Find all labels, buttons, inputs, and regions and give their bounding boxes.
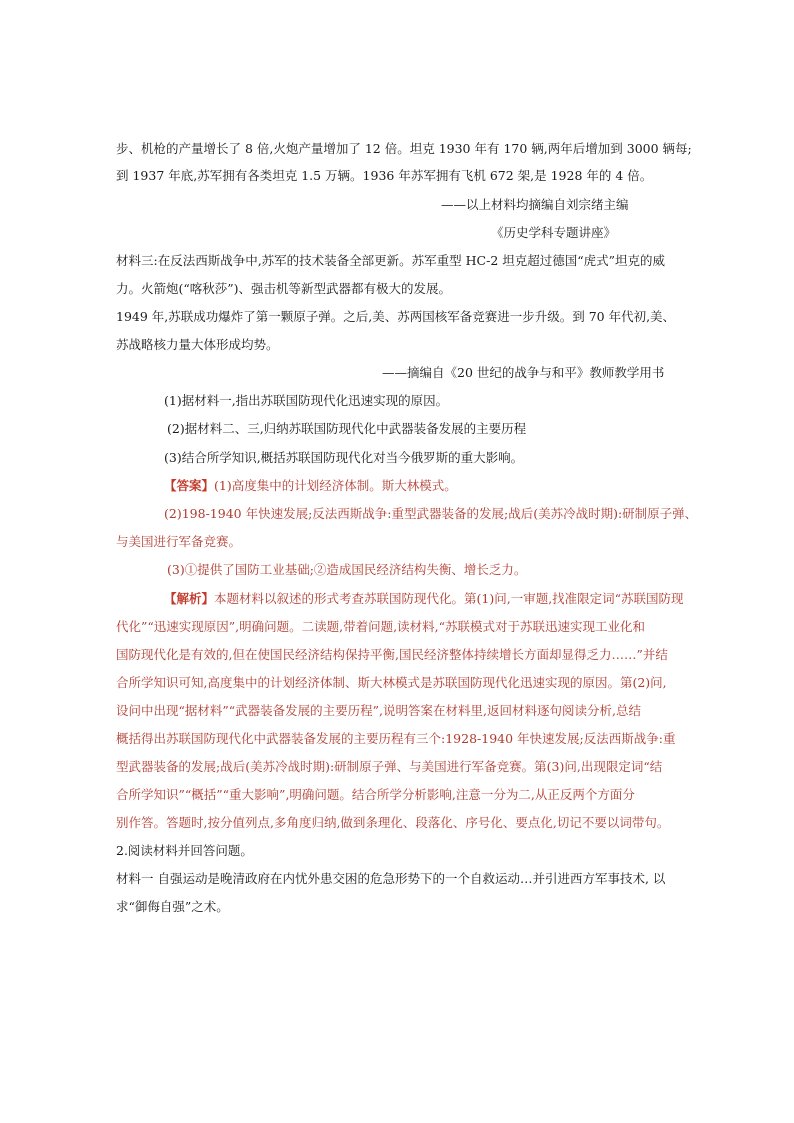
analysis-line-1: [164, 590, 684, 608]
material3-line-3: 1949 年,苏联成功爆炸了第一颗原子弹。之后,美、苏两国核军备竞赛进一步升级。到 70 年代初,美、: [116, 309, 676, 324]
answer-1-text: (1)高度集中的计划经济体制。斯大林模式。: [214, 478, 457, 493]
material3-line-4: 苏战略核力量大体形成均势。: [116, 337, 279, 352]
analysis-tag: 【解析】: [164, 591, 215, 606]
analysis-line-2: 代化”“迅速实现原因”,明确问题。二读题,带着问题,读材料,“苏联模式对于苏联迅速实现工业化和: [116, 619, 645, 634]
material2-source-1: ——以上材料均摘编自刘宗绪主编: [441, 197, 629, 212]
answer-tag: 【答案】: [164, 478, 215, 493]
question-1: (1)据材料一,指出苏联国防现代化迅速实现的原因。: [164, 393, 449, 408]
material2-line-2: 到 1937 年底,苏军拥有各类坦克 1.5 万辆。1936 年苏军拥有飞机 672 架,是 1928 年的 4 倍。: [116, 168, 653, 183]
analysis-line-7: 型武器装备的发展;战后(美苏冷战时期):研制原子弹、与美国进行军备竞赛。第(3)问,出现限定词“结: [116, 759, 663, 774]
analysis-line-4: 合所学知识可知,高度集中的计划经济体制、斯大林模式是苏联国防现代化迅速实现的原因。第(2)问,: [116, 675, 667, 690]
material3-line-1: 材料三:在反法西斯战争中,苏军的技术装备全部更新。苏军重型 HC-2 坦克超过德国“虎式”坦克的威: [116, 253, 666, 268]
question-2: (2)据材料二、三,归纳苏联国防现代化中武器装备发展的主要历程: [167, 421, 527, 436]
answer-2-line-2: 与美国进行军备竞赛。: [116, 534, 242, 549]
question-2-heading: 2.阅读材料并回答问题。: [116, 843, 253, 858]
material2-line-1: 步、机枪的产量增长了 8 倍,火炮产量增加了 12 倍。坦克 1930 年有 170 辆,两年后增加到 3000 辆每;: [116, 141, 692, 156]
answer-3: (3)①提供了国防工业基础;②造成国民经济结构失衡、增长乏力。: [167, 562, 527, 577]
analysis-line-8: 合所学知识”“概括”“重大影响”,明确问题。结合所学分析影响,注意一分为二,从正反两个方面分: [116, 787, 635, 802]
material2-source-2: 《历史学科专题讲座》: [491, 225, 617, 240]
question-2-material-line-2: 求“御侮自强”之术。: [116, 899, 229, 914]
analysis-line-9: 别作答。答题时,按分值列点,多角度归纳,做到条理化、段落化、序号化、要点化,切记不要以词带句。: [116, 815, 670, 830]
analysis-line-1-text: 本题材料以叙述的形式考查苏联国防现代化。第(1)问,一审题,找准限定词“苏联国防现: [214, 591, 684, 606]
question-2-material-line-1: 材料一 自强运动是晚清政府在内忧外患交困的危急形势下的一个自救运动…并引进西方军事技术, 以: [116, 871, 666, 886]
answer-1: [164, 477, 457, 495]
analysis-line-3: 国防现代化是有效的,但在使国民经济结构保持平衡,国民经济整体持续增长方面却显得乏力……”并结: [116, 647, 668, 662]
question-3: (3)结合所学知识,概括苏联国防现代化对当今俄罗斯的重大影响。: [164, 450, 524, 465]
material3-source: ——摘编自《20 世纪的战争与和平》教师教学用书: [382, 365, 665, 380]
analysis-line-6: 概括得出苏联国防现代化中武器装备发展的主要历程有三个:1928-1940 年快速发展;反法西斯战争:重: [116, 731, 676, 746]
analysis-line-5: 设问中出现“据材料”“武器装备发展的主要历程”,说明答案在材料里,返回材料逐句阅读分析,总结: [116, 703, 641, 718]
material3-line-2: 力。火箭炮(“喀秋莎”)、强击机等新型武器都有极大的发展。: [116, 281, 452, 296]
answer-2-line-1: (2)198-1940 年快速发展;反法西斯战争:重型武器装备的发展;战后(美苏冷战时期):研制原子弹、: [164, 506, 698, 521]
